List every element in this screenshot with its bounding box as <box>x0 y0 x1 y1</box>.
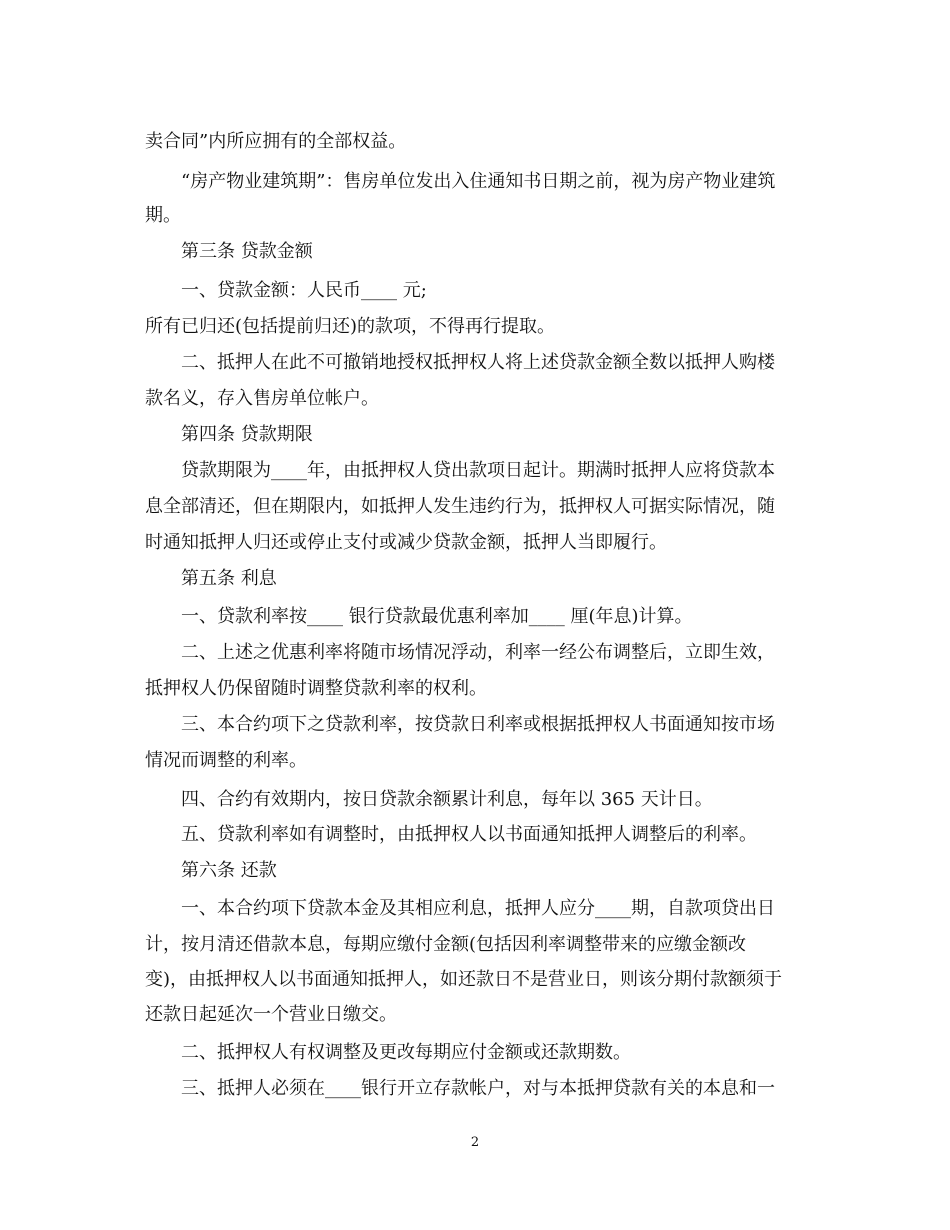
section-heading: 第四条 贷款期限 <box>181 424 313 445</box>
text-line: 三、本合约项下之贷款利率，按贷款日利率或根据抵押权人书面通知按市场 <box>181 714 775 735</box>
text-line: 息全部清还，但在期限内，如抵押人发生违约行为，抵押权人可据实际情况，随 <box>145 496 775 517</box>
text-line: “房产物业建筑期”：售房单位发出入住通知书日期之前，视为房产物业建筑 <box>181 171 776 192</box>
text-line: 卖合同”内所应拥有的全部权益。 <box>145 131 407 152</box>
text-line: 还款日起延次一个营业日缴交。 <box>145 1004 397 1025</box>
text-line: 二、抵押人在此不可撤销地授权抵押权人将上述贷款金额全数以抵押人购楼 <box>181 352 775 373</box>
section-heading: 第六条 还款 <box>181 860 277 881</box>
text-line: 一、贷款金额：人民币____ 元; <box>181 280 427 301</box>
text-line: 贷款期限为____年，由抵押权人贷出款项日起计。期满时抵押人应将贷款本 <box>181 460 775 481</box>
text-line: 三、抵押人必须在____银行开立存款帐户，对与本抵押贷款有关的本息和一 <box>181 1078 775 1099</box>
text-line: 一、贷款利率按____ 银行贷款最优惠利率加____ 厘(年息)计算。 <box>181 606 693 627</box>
text-line: 变)，由抵押权人以书面通知抵押人，如还款日不是营业日，则该分期付款额须于 <box>145 969 783 990</box>
text-line: 五、贷款利率如有调整时，由抵押权人以书面通知抵押人调整后的利率。 <box>181 824 757 845</box>
text-line: 二、抵押权人有权调整及更改每期应付金额或还款期数。 <box>181 1042 631 1063</box>
text-line: 一、本合约项下贷款本金及其相应利息，抵押人应分____期，自款项贷出日 <box>181 898 775 919</box>
text-line: 期。 <box>145 205 181 226</box>
section-heading: 第五条 利息 <box>181 568 277 589</box>
text-line: 情况而调整的利率。 <box>145 750 307 771</box>
section-heading: 第三条 贷款金额 <box>181 241 313 262</box>
text-line: 计，按月清还借款本息，每期应缴付金额(包括因利率调整带来的应缴金额改 <box>145 934 747 955</box>
text-line: 款名义，存入售房单位帐户。 <box>145 388 379 409</box>
text-line: 四、合约有效期内，按日贷款余额累计利息，每年以 365 天计日。 <box>181 789 713 810</box>
text-line: 时通知抵押人归还或停止支付或减少贷款金额，抵押人当即履行。 <box>145 532 667 553</box>
text-line: 所有已归还(包括提前归还)的款项，不得再行提取。 <box>145 316 556 337</box>
text-line: 抵押权人仍保留随时调整贷款利率的权利。 <box>145 678 487 699</box>
text-line: 二、上述之优惠利率将随市场情况浮动，利率一经公布调整后，立即生效， <box>181 642 775 663</box>
page-number: 2 <box>470 1135 480 1150</box>
